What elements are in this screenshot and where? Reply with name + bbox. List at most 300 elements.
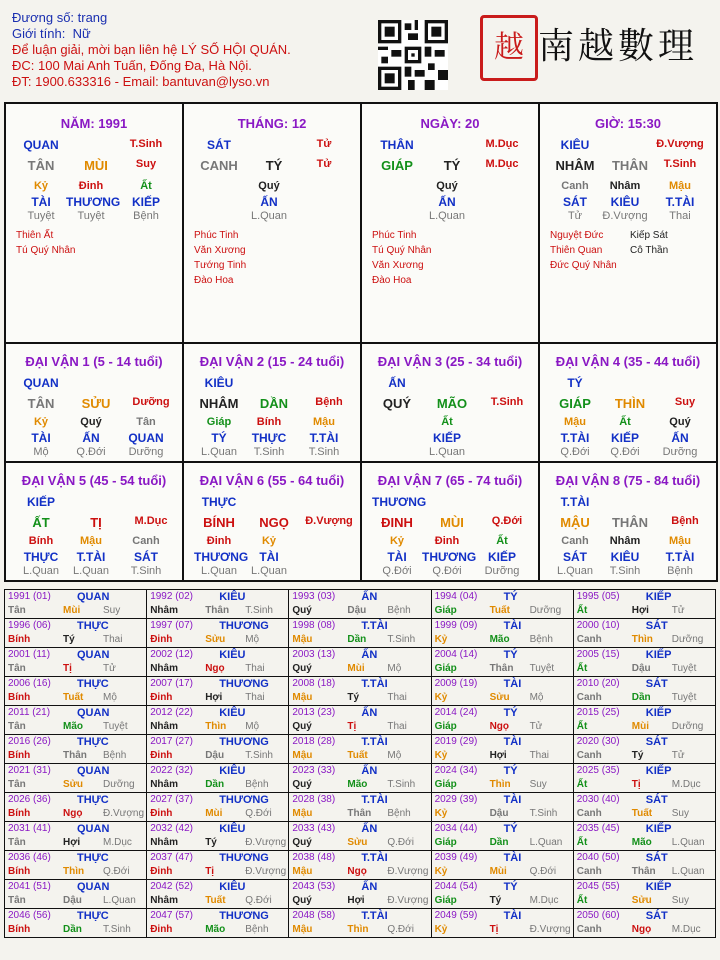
year-branch: Ngọ [489,721,510,732]
year-ten-god: TÀI [503,678,522,690]
year-label: 1995 (05) [576,591,620,602]
hidden-stem-item: KIÊU [610,550,640,564]
year-stem: Canh [576,924,602,935]
earthly-branch: DẦN [259,396,289,411]
life-stage: M.Dục [134,515,168,527]
hidden-stem-item: Quý [80,416,102,428]
hidden-stem-item: TÀI [259,550,279,564]
year-ten-god: T.TÀI [361,620,388,632]
seal-stamp: 越 [480,15,538,81]
year-cell [431,880,573,909]
year-stage: T.Sinh [245,605,273,616]
year-stage: Tuyệt [671,692,697,703]
heavenly-stem: BÍNH [203,515,235,530]
year-stage: Bệnh [529,634,553,645]
year-label: 2037 (47) [150,852,193,863]
year-cell [431,619,573,648]
hidden-stem-item: T.TÀI [309,431,339,445]
year-label: 2014 (24) [434,707,478,718]
heavenly-stem: TÂN [27,158,55,173]
heavenly-stem: GIÁP [381,158,413,173]
year-ten-god: QUAN [77,591,110,603]
phone-email-line: ĐT: 1900.633316 - Email: bantuvan@lyso.vn [12,74,270,89]
year-stage: Q.Đới [387,924,414,935]
year-stage: T.Sinh [387,634,416,645]
year-stem: Bính [8,750,31,761]
year-ten-god: TÝ [503,881,518,893]
year-stem: Mậu [292,634,313,645]
year-label: 1996 (06) [8,620,51,631]
year-branch: Dậu [631,663,651,674]
hidden-stem-item: L.Quan [250,210,288,222]
year-ten-god: QUAN [77,823,110,835]
year-cell [573,590,715,619]
year-stage: Suy [103,605,121,616]
year-stage: Mộ [529,692,544,703]
year-label: 2008 (18) [292,678,336,689]
earthly-branch: THÌN [614,396,646,411]
year-stage: Bệnh [245,779,269,790]
luck-title: ĐẠI VẬN 4 (35 - 44 tuổi) [555,354,701,369]
hidden-stem-item: Kỷ [261,535,277,547]
year-stem: Kỷ [434,692,448,703]
year-label: 1991 (01) [8,591,51,602]
year-cell [431,677,573,706]
table-row [5,851,716,880]
year-branch: Ngọ [63,808,83,819]
gender-label: Giới tính: [12,26,66,41]
gender-line [12,26,372,42]
year-branch: Mão [489,634,510,645]
year-ten-god: THỰC [77,852,109,864]
subject-name: Đương số: trang [12,10,108,25]
year-ten-god: TÝ [503,591,518,603]
year-stage: Bệnh [387,605,411,616]
year-stage: Tuyệt [103,721,128,732]
year-label: 1992 (02) [150,591,193,602]
year-ten-god: THƯƠNG [219,736,269,748]
hidden-stem-item: L.Quan [556,565,594,577]
year-stem: Kỷ [434,924,448,935]
pillar-title: NĂM: 1991 [60,116,128,131]
star-item: Đào Hoa [194,275,234,286]
ten-god: TÝ [567,376,583,390]
ten-god: KIÊU [560,138,590,152]
luck-cell [183,462,361,581]
year-branch: Ngọ [631,924,652,935]
year-cell [573,909,715,938]
year-ten-god: KIÊU [219,649,246,661]
hidden-stem-item: T.TÀI [560,431,590,445]
year-stem: Canh [576,808,602,819]
year-stage: M.Dục [671,924,701,935]
year-ten-god: THƯƠNG [219,910,269,922]
year-stem: Quý [292,721,312,732]
qr-code-icon [378,20,448,90]
year-ten-god: TÝ [503,707,518,719]
year-stem: Bính [8,634,31,645]
hidden-stem-item: Kỷ [33,416,49,428]
year-ten-god: T.TÀI [361,794,388,806]
year-stem: Quý [292,895,312,906]
year-label: 2016 (26) [8,736,51,747]
year-stem: Bính [8,808,31,819]
year-branch: Thân [205,605,230,616]
ten-god: ẤN [388,376,406,390]
year-label: 2030 (40) [576,794,620,805]
ten-god-stage: M.Dục [485,138,519,150]
luck-title: ĐẠI VẬN 2 (15 - 24 tuổi) [199,354,345,369]
ten-god: THÂN [380,138,414,152]
year-branch: Tuất [489,605,510,616]
hidden-stem-item: L.Quan [250,565,288,577]
year-label: 2035 (45) [576,823,620,834]
star-item: Văn Xương [194,245,246,256]
year-label: 2048 (58) [292,910,336,921]
year-label: 1998 (08) [292,620,336,631]
year-stage: Đ.Vượng [529,924,571,935]
hidden-stem-item: KIÊU [610,195,640,209]
year-ten-god: T.TÀI [361,678,388,690]
year-branch: Tuất [63,692,84,703]
hidden-stem-item: TÀI [31,195,51,209]
year-label: 2034 (44) [434,823,478,834]
year-cell [5,851,147,880]
year-stem: Nhâm [150,605,178,616]
year-branch: Tý [63,634,75,645]
year-stage: Dưỡng [103,779,135,790]
year-branch: Tị [205,866,215,877]
year-stem: Đinh [150,634,173,645]
year-label: 2026 (36) [8,794,51,805]
year-cell [431,909,573,938]
year-branch: Mùi [205,808,223,819]
year-cell [573,793,715,822]
year-stem: Đinh [150,808,173,819]
year-label: 2013 (23) [292,707,336,718]
year-stem: Mậu [292,924,313,935]
luck-cell [539,462,717,581]
year-ten-god: SÁT [645,794,668,806]
year-ten-god: T.TÀI [361,736,388,748]
hidden-stem-item: Bệnh [667,565,693,577]
hidden-stem-item: Thai [669,210,691,222]
year-stage: Tử [103,663,116,674]
year-stage: L.Quan [671,866,705,877]
year-cell [5,822,147,851]
year-label: 2021 (31) [8,765,51,776]
year-branch: Thìn [347,924,369,935]
year-ten-god: THƯƠNG [219,852,269,864]
year-stage: Q.Đới [103,866,130,877]
year-cell [147,909,289,938]
hidden-stem-item: THƯƠNG [422,550,477,564]
year-stem: Tân [8,779,26,790]
address-line: ĐC: 100 Mai Anh Tuấn, Đống Đa, Hà Nội. [12,58,252,73]
table-row [5,822,716,851]
year-label: 2047 (57) [150,910,193,921]
year-stem: Ất [576,837,588,848]
year-ten-god: KIÊU [219,707,246,719]
year-branch: Hợi [347,895,365,906]
year-label: 1999 (09) [434,620,478,631]
year-stem: Nhâm [150,721,178,732]
ten-god-stage: Đ.Vượng [656,138,704,150]
year-stem: Giáp [434,779,457,790]
year-label: 2033 (43) [292,823,336,834]
year-stage: Mộ [103,692,117,703]
life-stage: Q.Đới [491,515,523,527]
year-branch: Dần [205,779,225,790]
year-ten-god: TÝ [503,765,518,777]
year-branch: Dậu [63,895,82,906]
year-cell [289,851,431,880]
star-item: Đào Hoa [372,275,412,286]
ten-god: T.TÀI [560,495,590,509]
year-stem: Giáp [434,895,457,906]
hidden-stem-item: KIẾP [610,431,639,445]
luck-cell [539,343,717,462]
year-stem: Quý [292,663,312,674]
year-cell [289,880,431,909]
hidden-stem-item: KIẾP [432,431,461,445]
hidden-stem-item: Tuyệt [77,210,105,222]
year-stem: Kỷ [434,866,448,877]
year-ten-god: TÝ [503,823,518,835]
year-stage: T.Sinh [529,808,558,819]
star-item: Tướng Tinh [194,260,247,271]
hidden-stem-item: Mậu [669,535,691,547]
year-ten-god: THỰC [77,678,109,690]
year-stem: Mậu [292,750,313,761]
year-cell [573,735,715,764]
year-stem: Canh [576,634,602,645]
year-stage: T.Sinh [245,750,273,761]
luck-title: ĐẠI VẬN 7 (65 - 74 tuổi) [377,473,523,488]
hidden-stem-item: L.Quan [22,565,60,577]
life-stage: Dưỡng [132,396,170,408]
year-cell [289,590,431,619]
luck-title: ĐẠI VẬN 3 (25 - 34 tuổi) [377,354,523,369]
year-stage: Dưỡng [671,721,704,732]
year-branch: Dần [631,692,651,703]
year-label: 2018 (28) [292,736,336,747]
year-branch: Dậu [347,605,367,616]
year-stage: Đ.Vượng [103,808,145,819]
year-stem: Bính [8,692,31,703]
hidden-stem-item: L.Quan [428,446,466,458]
year-branch: Thân [489,663,514,674]
year-branch: Thân [347,808,372,819]
year-label: 2039 (49) [434,852,478,863]
hidden-stem-item: Q.Đới [610,446,640,458]
ten-god: SÁT [207,138,231,152]
year-stage: L.Quan [671,837,705,848]
earthly-branch: TÝ [265,158,283,173]
hidden-stem-item: Ất [140,180,152,192]
hidden-stem-item: Dưỡng [128,446,164,458]
table-row [5,648,716,677]
year-stem: Quý [292,779,312,790]
year-stage: Tuyệt [671,663,697,674]
year-stage: Bệnh [245,924,269,935]
hidden-stem-item: Dưỡng [662,446,698,458]
year-cell [289,764,431,793]
year-ten-god: SÁT [645,678,668,690]
luck-title: ĐẠI VẬN 8 (75 - 84 tuổi) [555,473,701,488]
hidden-stem-item: TÝ [211,431,227,445]
contact-intro: Để luận giải, mời bạn liên hệ LÝ SỐ HỘI QUÁN. [12,42,291,57]
year-cell [5,764,147,793]
year-label: 2006 (16) [8,678,51,689]
year-branch: Thìn [631,634,653,645]
hidden-stem-item: Mậu [669,180,691,192]
table-row [5,880,716,909]
year-cell [573,851,715,880]
year-ten-god: KIẾP [645,591,672,603]
year-branch: Sửu [205,634,226,645]
year-ten-god: KIÊU [219,823,246,835]
hidden-stem-item: THƯƠNG [66,195,121,209]
year-cell [289,909,431,938]
year-branch: Tị [631,779,641,790]
year-label: 2002 (12) [150,649,193,660]
year-ten-god: ẤN [361,823,378,835]
year-ten-god: THƯƠNG [219,794,269,806]
year-ten-god: THỰC [77,910,109,922]
year-stage: Thai [387,721,407,732]
year-label: 2004 (14) [434,649,478,660]
year-stem: Đinh [150,692,173,703]
year-ten-god: THỰC [77,620,109,632]
year-stem: Giáp [434,837,457,848]
year-label: 2010 (20) [576,678,620,689]
year-label: 2027 (37) [150,794,193,805]
pillar-title: THÁNG: 12 [237,116,307,131]
earthly-branch: THÂN [611,515,649,530]
year-stage: Dưỡng [529,605,562,616]
pillar-cell [539,103,717,343]
year-label: 2044 (54) [434,881,478,892]
hidden-stem-item: T.Sinh [130,565,162,577]
earthly-branch: TỊ [90,515,102,530]
hidden-stem-item: L.Quan [72,565,110,577]
year-stem: Tân [8,895,26,906]
hidden-stem-item: L.Quan [428,210,466,222]
year-branch: Tuất [347,750,368,761]
year-stem: Đinh [150,750,173,761]
year-branch: Mùi [63,605,81,616]
year-label: 2045 (55) [576,881,620,892]
hidden-stem-item: THỰC [251,431,287,445]
year-stage: Thai [103,634,123,645]
year-stage: Bệnh [103,750,127,761]
year-branch: Sửu [347,837,368,848]
year-cell [147,793,289,822]
year-ten-god: TÀI [503,852,522,864]
year-cell [431,822,573,851]
year-stage: Mộ [387,750,402,761]
year-stage: Mộ [245,634,260,645]
table-row [5,619,716,648]
year-ten-god: SÁT [645,620,668,632]
year-label: 2029 (39) [434,794,478,805]
year-stage: Đ.Vượng [245,866,287,877]
hidden-stem-item: Bính [256,416,282,428]
year-ten-god: ẤN [361,881,378,893]
hidden-stem-item: Mộ [33,446,49,458]
year-stage: T.Sinh [103,924,131,935]
year-branch: Thìn [63,866,85,877]
star-item: Văn Xương [372,260,424,271]
year-label: 2036 (46) [8,852,51,863]
year-branch: Hợi [63,837,81,848]
year-branch: Tuất [205,895,226,906]
year-cell [5,735,147,764]
year-cell [5,706,147,735]
year-branch: Tị [63,663,72,674]
ten-god-stage: T.Sinh [129,138,163,150]
year-label: 1993 (03) [292,591,336,602]
hidden-stem-item: T.TÀI [76,550,106,564]
year-cell [289,735,431,764]
hidden-stem-item: Mậu [564,416,586,428]
year-label: 2023 (33) [292,765,336,776]
year-cell [289,677,431,706]
year-stem: Nhâm [150,663,178,674]
year-label: 2015 (25) [576,707,620,718]
year-branch: Mão [347,779,368,790]
year-stem: Giáp [434,721,457,732]
hidden-stem-item: Q.Đới [76,446,106,458]
year-stem: Ất [576,721,588,732]
life-stage: Suy [135,158,157,170]
year-branch: Tuất [631,808,653,819]
year-label: 2007 (17) [150,678,193,689]
star-item: Đức Quý Nhân [550,260,617,271]
year-label: 1994 (04) [434,591,478,602]
heavenly-stem: MẬU [560,515,590,530]
year-cell [147,590,289,619]
year-stem: Ất [576,605,588,616]
year-stage: Thai [245,663,265,674]
earthly-branch: TÝ [443,158,461,173]
year-ten-god: ẤN [361,649,378,661]
year-branch: Hợi [205,692,223,703]
year-stage: M.Dục [103,837,132,848]
year-stage: Dưỡng [671,634,704,645]
hidden-stem-item: Bính [28,535,54,547]
heavenly-stem: GIÁP [559,396,591,411]
year-label: 2017 (27) [150,736,193,747]
year-branch: Thân [63,750,87,761]
year-cell [147,706,289,735]
year-stem: Nhâm [150,779,178,790]
luck-cell [183,343,361,462]
life-stage: T.Sinh [490,396,524,408]
year-cell [431,706,573,735]
star-item: Tú Quý Nhân [16,245,76,256]
hidden-stem-item: T.TÀI [665,195,695,209]
year-ten-god: KIẾP [645,649,672,661]
year-stage: L.Quan [103,895,136,906]
year-cell [431,764,573,793]
year-stage: Thai [529,750,550,761]
year-stem: Kỷ [434,808,448,819]
year-ten-god: TÀI [503,910,522,922]
year-stem: Bính [8,924,31,935]
year-stage: Q.Đới [529,866,557,877]
